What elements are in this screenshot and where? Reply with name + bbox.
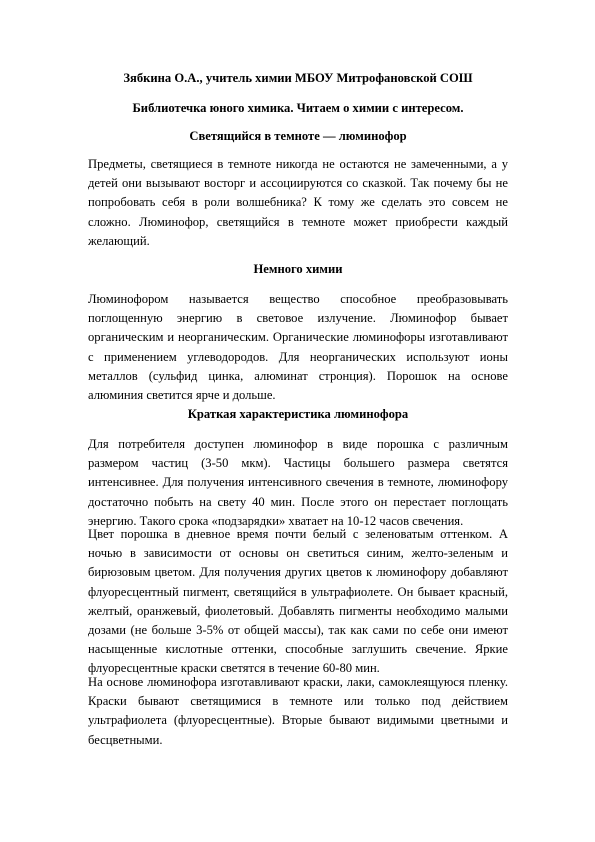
intro-paragraph: Предметы, светящиеся в темноте никогда не остаются не замеченными, а у детей они вызывают восторг и ассоциируются со сказкой. Так почему бы не попробовать себя в роли волшебника? К тому же сделать это совсем не сложно. Люминофор, светящийся в темноте может приобрести каждый желающий.	[88, 157, 508, 248]
characteristics-paragraph-1: Для потребителя доступен люминофор в виде порошка с различным размером частиц (3-50 мкм). Частицы большего размера светятся интенсивнее. Для получения интенсивного свечения в темноте, люминофору достаточно побыть на свету 40 мин. После этого он перестает поглощать энергию. Такого срока «подзарядки» хватает на 10-12 часов свечения.	[88, 437, 508, 528]
series-title: Библиотечка юного химика. Читаем о химии с интересом.	[132, 101, 464, 115]
section-chemistry-paragraph: Люминофором называется вещество способное преобразовывать поглощенную энергию в световое излучение. Люминофор бывает органическим и неорганическим. Органические люминофоры изготавливают с применением углеводородов. Для неорганических используют ионы металлов (сульфид цинка, алюминат стронция). Порошок на основе алюминия светится ярче и дольше.	[88, 292, 508, 403]
section-heading-chemistry: Немного химии	[253, 262, 343, 276]
characteristics-paragraph-3: На основе люминофора изготавливают краски, лаки, самоклеящуюся пленку. Краски бывают светящимися в темноте или только под действием ультрафиолета (флуоресцентные). Вторые бывают видимыми цветными и бесцветными.	[88, 675, 508, 747]
section-heading-characteristics: Краткая характеристика люминофора	[187, 407, 409, 421]
author-line: Зябкина О.А., учитель химии МБОУ Митрофановской СОШ	[123, 71, 473, 85]
article-title: Светящийся в темноте — люминофор	[189, 129, 407, 143]
characteristics-paragraph-2: Цвет порошка в дневное время почти белый с зеленоватым оттенком. А ночью в зависимости от основы он светиться синим, желто-зеленым и бирюзовым цветом. Для получения других цветов к люминофору добавляют флуоресцентный пигмент, светящийся в ультрафиолете. Он бывает красный, желтый, оранжевый, фиолетовый. Добавлять пигменты необходимо малыми дозами (не больше 3-5% от общей массы), так как сами по себе они имеют насыщенные кислотные оттенки, способные заглушить свечение. Яркие флуоресцентные краски светятся в течение 60-80 мин.	[88, 527, 508, 676]
